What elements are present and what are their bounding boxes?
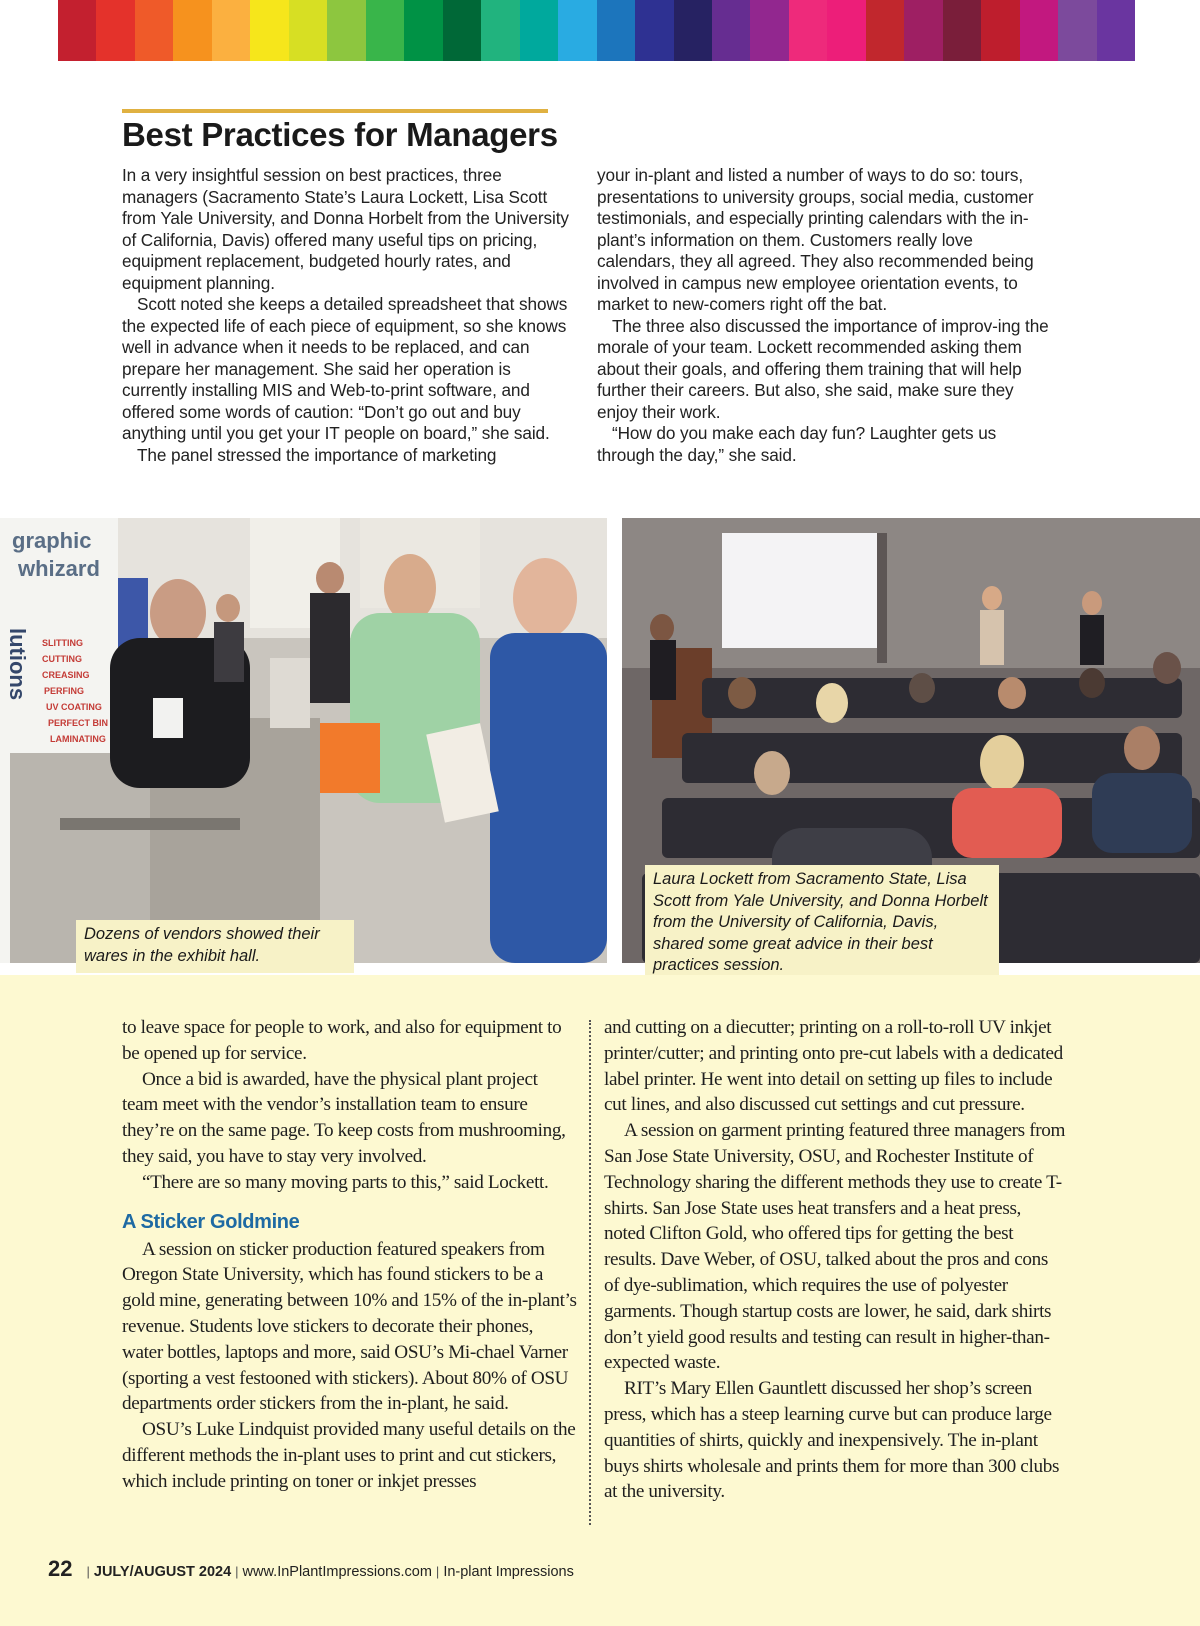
rainbow-swatch (1020, 0, 1058, 61)
column-divider (589, 1020, 591, 1525)
footer-separator: | (86, 1564, 90, 1579)
article-paragraph: A session on garment printing featured three managers from San Jose State University, OSU, and Rochester Institute of Technology sharing the different methods they use to create T-shirts. San Jose State uses heat transfers and a heat press, noted Clifton Gold, who offered tips for getting the best results. Dave Weber, of OSU, talked about the pros and cons of dye-sublimation, which requires the use of polyester garments. Though startup costs are lower, he said, dark shirts don’t yield good results and testing can result in higher-than-expected waste. (604, 1120, 1066, 1374)
article-column-2 (604, 1015, 1066, 1505)
website-link[interactable]: www.InPlantImpressions.com (242, 1564, 432, 1580)
banner-brand-1: graphic (12, 528, 92, 553)
rainbow-header-bar (58, 0, 1135, 61)
article-paragraph: Once a bid is awarded, have the physical plant project team meet with the vendor’s installation team to ensure they’re on the same page. To keep costs from mushrooming, they said, you have to stay very involved. (122, 1068, 566, 1167)
rainbow-swatch (58, 0, 96, 61)
rainbow-swatch (327, 0, 365, 61)
rainbow-swatch (250, 0, 288, 61)
sidebar-paragraph: “How do you make each day fun? Laughter gets us through the day,” she said. (597, 423, 997, 465)
banner-list-item: SLITTING (42, 638, 83, 648)
banner-list-item: UV COATING (46, 702, 102, 712)
rainbow-swatch (1097, 0, 1135, 61)
rainbow-swatch (789, 0, 827, 61)
rainbow-swatch (404, 0, 442, 61)
banner-list-item: PERFECT BIN (48, 718, 109, 728)
rainbow-swatch (597, 0, 635, 61)
sidebar-accent-rule (122, 109, 548, 113)
rainbow-swatch (481, 0, 519, 61)
magazine-name: In-plant Impressions (443, 1564, 574, 1580)
rainbow-swatch (981, 0, 1019, 61)
rainbow-swatch (212, 0, 250, 61)
exhibit-hall-photo-caption: Dozens of vendors showed their wares in the exhibit hall. (76, 920, 354, 973)
rainbow-swatch (827, 0, 865, 61)
rainbow-swatch (904, 0, 942, 61)
rainbow-swatch (943, 0, 981, 61)
banner-side-text: lutions (5, 628, 30, 701)
rainbow-swatch (635, 0, 673, 61)
rainbow-swatch (289, 0, 327, 61)
banner-list-item: PERFING (44, 686, 85, 696)
issue-date: JULY/AUGUST 2024 (93, 1564, 232, 1580)
article-paragraph: RIT’s Mary Ellen Gauntlett discussed her shop’s screen press, which has a steep learning curve but can produce large quantities of shirts, quickly and inexpensively. The in-plant buys shirts wholesale and prints them for more than 300 clubs at the university. (604, 1378, 1060, 1503)
sidebar-paragraph: In a very insightful session on best practices, three managers (Sacramento State’s Laura Lockett, Lisa Scott from Yale University, and Donna Horbelt from the University of California, Davis) offered many useful tips on pricing, equipment replacement, budgeted hourly rates, and equipment planning. (122, 165, 569, 293)
page-number: 22 (48, 1556, 73, 1581)
banner-list-item: CUTTING (42, 654, 82, 664)
rainbow-swatch (366, 0, 404, 61)
article-paragraph: OSU’s Luke Lindquist provided many useful details on the different methods the in-plant uses to print and cut stickers, which include printing on toner or inkjet presses (122, 1419, 576, 1492)
rainbow-swatch (674, 0, 712, 61)
sidebar-title: Best Practices for Managers (122, 116, 558, 153)
footer-separator: | (235, 1564, 239, 1579)
sidebar-column-2 (597, 165, 1052, 466)
banner-list-item: CREASING (42, 670, 90, 680)
rainbow-swatch (520, 0, 558, 61)
rainbow-swatch (135, 0, 173, 61)
section-heading: A Sticker Goldmine (122, 1210, 300, 1233)
article-paragraph: to leave space for people to work, and also for equipment to be opened up for service. (122, 1017, 562, 1064)
article-column-1 (122, 1015, 577, 1495)
article-paragraph: and cutting on a diecutter; printing on a roll-to-roll UV inkjet printer/cutter; and printing onto pre-cut labels with a dedicated label printer. He went into detail on setting up files to include cut lines, and also discussed cut settings and cut pressure. (604, 1017, 1063, 1116)
sidebar-paragraph: Scott noted she keeps a detailed spreadsheet that shows the expected life of each piece of equipment, so she knows well in advance when it needs to be replaced, and can prepare her management. She said her operation is currently installing MIS and Web-to-print software, and offered some words of caution: “Don’t go out and buy anything until you get your IT people on board,” she said. (122, 294, 568, 443)
rainbow-swatch (443, 0, 481, 61)
session-photo-caption: Laura Lockett from Sacramento State, Lisa Scott from Yale University, and Donna Horbelt from the University of California, Davis, shared some great advice in their best practices session. (645, 865, 999, 983)
rainbow-swatch (712, 0, 750, 61)
sidebar-column-1 (122, 165, 577, 466)
page-footer (48, 1556, 574, 1582)
banner-list-item: LAMINATING (50, 734, 106, 744)
rainbow-swatch (1058, 0, 1096, 61)
exhibit-hall-illustration (0, 518, 607, 963)
rainbow-swatch (96, 0, 134, 61)
sidebar-paragraph: The three also discussed the importance of improv-ing the morale of your team. Lockett recommended asking them about their goals, and offering them training that will help further their careers. But also, she said, make sure they enjoy their work. (597, 315, 1049, 422)
rainbow-swatch (173, 0, 211, 61)
exhibit-hall-photo (0, 518, 607, 963)
sidebar-paragraph: The panel stressed the importance of marketing (137, 444, 497, 465)
article-paragraph: “There are so many moving parts to this,” said Lockett. (142, 1171, 549, 1193)
sidebar-paragraph: your in-plant and listed a number of ways to do so: tours, presentations to university groups, social media, customer testimonials, and especially printing calendars with the in-plant’s information on them. Customers really love calendars, they all agreed. They also recommended being involved in campus new employee orientation events, to market to new-comers right off the bat. (597, 165, 1034, 314)
footer-separator: | (435, 1564, 440, 1579)
article-paragraph: A session on sticker production featured speakers from Oregon State University, which has found stickers to be a gold mine, generating between 10% and 15% of the in-plant’s revenue. Students love stickers to decorate their phones, water bottles, laptops and more, said OSU’s Mi-chael Varner (sporting a vest festooned with stickers). About 80% of OSU departments order stickers from the in-plant, he said. (122, 1238, 577, 1415)
rainbow-swatch (866, 0, 904, 61)
banner-brand-2: whizard (18, 556, 100, 581)
rainbow-swatch (750, 0, 788, 61)
rainbow-swatch (558, 0, 596, 61)
